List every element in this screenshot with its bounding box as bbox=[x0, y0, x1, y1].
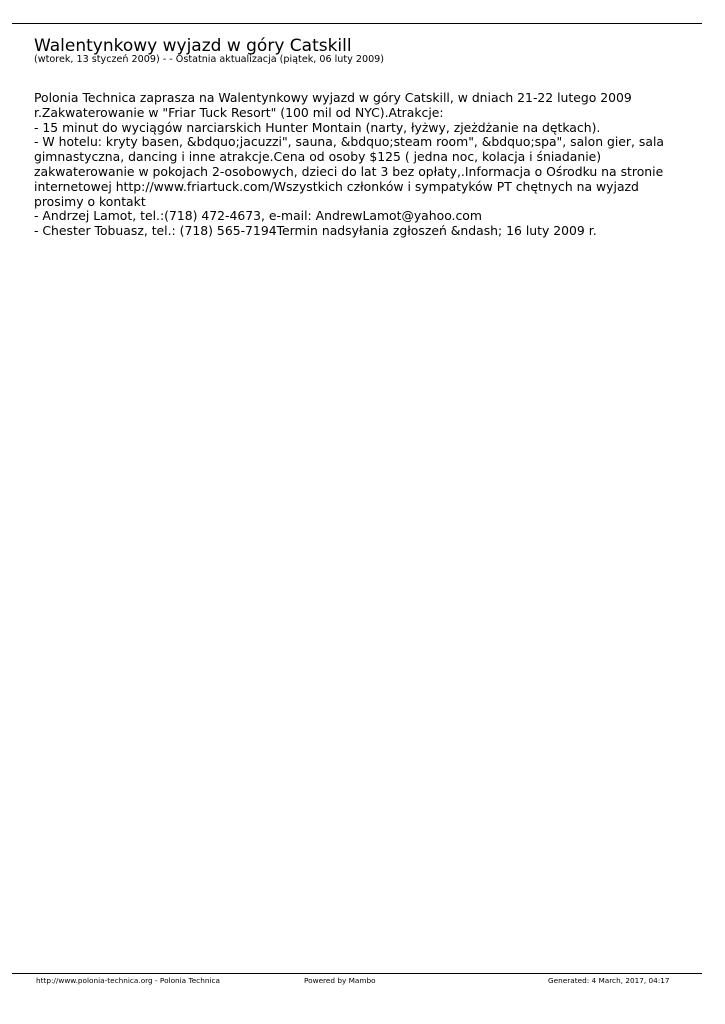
body-line: - Chester Tobuasz, tel.: (718) 565-7194Termin nadsyłania zgłoszeń &ndash; 16 luty 2009 r. bbox=[34, 223, 597, 239]
body-line: prosimy o kontakt bbox=[34, 193, 146, 209]
footer-divider bbox=[12, 973, 702, 974]
body-line: Polonia Technica zaprasza na Walentynkowy wyjazd w góry Catskill, w dniach 21-22 lutego 2009 bbox=[34, 90, 632, 105]
body-line: - Andrzej Lamot, tel.:(718) 472-4673, e-mail: AndrewLamot@yahoo.com bbox=[34, 208, 482, 224]
footer-site-url: http://www.polonia-technica.org - Polonia Technica bbox=[36, 976, 220, 985]
body-line: gimnastyczna, dancing i inne atrakcje.Cena od osoby $125 ( jedna noc, kolacja i śniadanie) bbox=[34, 149, 602, 165]
article-date-meta: (wtorek, 13 styczeń 2009) - - Ostatnia aktualizacja (piątek, 06 luty 2009) bbox=[34, 54, 385, 65]
body-line: - W hotelu: kryty basen, &bdquo;jacuzzi", sauna, &bdquo;steam room", &bdquo;spa", salon gier, sala bbox=[34, 134, 664, 150]
footer-powered-by: Powered by Mambo bbox=[304, 976, 376, 985]
article-title: Walentynkowy wyjazd w góry Catskill bbox=[34, 36, 352, 56]
body-line: zakwaterowanie w pokojach 2-osobowych, dzieci do lat 3 bez opłaty,.Informacja o Ośrodku na stronie bbox=[34, 163, 664, 179]
body-line: - 15 minut do wyciągów narciarskich Hunter Montain (narty, łyżwy, zjeżdżanie na dętkach). bbox=[34, 119, 601, 135]
body-line: r.Zakwaterowanie w "Friar Tuck Resort" (100 mil od NYC).Atrakcje: bbox=[34, 104, 444, 120]
footer-generated-date: Generated: 4 March, 2017, 04:17 bbox=[548, 976, 670, 985]
body-line: internetowej http://www.friartuck.com/Wszystkich członków i sympatyków PT chętnych na wyjazd bbox=[34, 178, 639, 194]
article-body bbox=[34, 91, 674, 239]
header-divider bbox=[12, 23, 702, 24]
